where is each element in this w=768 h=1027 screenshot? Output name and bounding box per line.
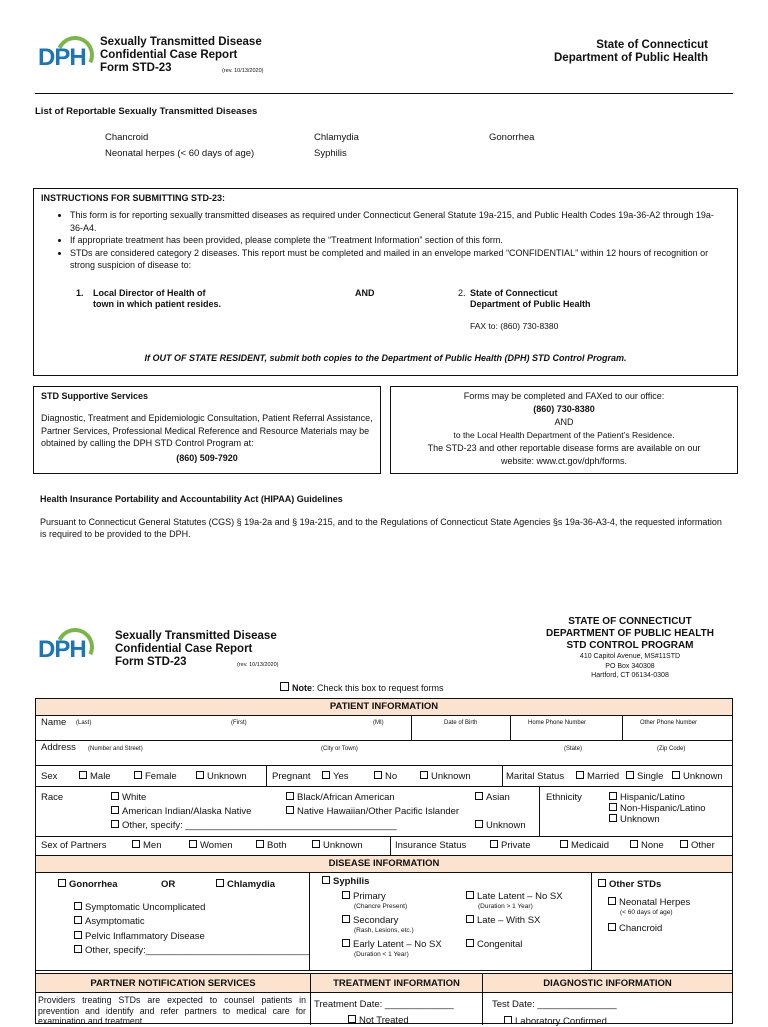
insurance-label: Insurance Status: [395, 840, 467, 851]
patient-info-heading: PATIENT INFORMATION: [36, 699, 732, 716]
option-label: Symptomatic Uncomplicated: [85, 902, 206, 913]
partner-notification-heading: PARTNER NOTIFICATION SERVICES: [36, 973, 310, 993]
race-option[interactable]: [475, 820, 526, 831]
instruction-bullet: • If appropriate treatment has been provided, please complete the “Treatment Information” section of this form.: [70, 234, 724, 247]
checkbox[interactable]: [504, 1016, 512, 1024]
test-date-field[interactable]: Test Date: _______________: [492, 999, 617, 1010]
checkbox[interactable]: [475, 792, 483, 800]
race-row: [36, 787, 732, 837]
neonatal-herpes-option[interactable]: [608, 897, 690, 908]
form-title-line: Sexually Transmitted Disease: [100, 36, 262, 48]
supportive-services-box: [33, 386, 381, 474]
item-2-line: Department of Public Health: [470, 299, 591, 309]
partners-label: Sex of Partners: [41, 840, 107, 851]
gc-option[interactable]: [74, 944, 310, 958]
early-latent-sub: (Duration < 1 Year): [354, 951, 409, 958]
divider: [539, 787, 540, 836]
instruction-bullet: • STDs are considered category 2 diseases. This report must be completed and mailed in an envelope marked “CONFIDENTIAL” within 12 hours of recognition or strong suspicion of disease to:: [70, 247, 724, 272]
item-2-line: State of Connecticut: [470, 288, 558, 298]
fax-line-1: Forms may be completed and FAXed to our office:: [463, 391, 665, 401]
revision-date-2: (rev. 10/13/2020): [237, 662, 279, 668]
other-stds-option[interactable]: [598, 879, 661, 890]
checkbox[interactable]: [608, 923, 616, 931]
street-field[interactable]: (Number and Street): [88, 746, 143, 752]
item-1-line: Local Director of Health of: [93, 288, 206, 298]
option-label: Other, specify: ________________________________________: [122, 820, 397, 831]
late-latent-sub: (Duration > 1 Year): [478, 903, 533, 910]
checkbox[interactable]: [74, 945, 82, 953]
checkbox[interactable]: [598, 879, 606, 887]
checkbox[interactable]: [134, 771, 142, 779]
option-label: None: [641, 840, 664, 851]
disease-body: [36, 873, 732, 971]
form-title-line: Confidential Case Report: [115, 643, 253, 655]
syphilis-primary[interactable]: [342, 891, 386, 902]
option-label: Other: [691, 840, 715, 851]
logo-text: DPH: [38, 636, 86, 663]
checkbox[interactable]: [672, 771, 680, 779]
address-row: [36, 741, 732, 766]
not-treated-option[interactable]: [348, 1015, 409, 1026]
option-label: Chancroid: [619, 923, 663, 934]
gc-option[interactable]: [74, 901, 310, 915]
marital-option[interactable]: [576, 771, 619, 782]
case-report-form: [35, 698, 733, 1027]
middle-initial-field[interactable]: (MI): [373, 720, 384, 726]
option-label: Native Hawaiian/Other Pacific Islander: [297, 806, 460, 817]
checkbox[interactable]: [74, 916, 82, 924]
chlamydia-option[interactable]: [216, 879, 275, 890]
reportable-col-1: [105, 130, 254, 162]
address-label: Address: [41, 742, 76, 753]
name-label: Name: [41, 717, 67, 728]
instructions-list: [34, 209, 724, 272]
fax-line-4: The STD-23 and other reportable disease forms are available on our website: www.ct.gov/dph/forms.: [427, 443, 701, 466]
checkbox[interactable]: [374, 771, 382, 779]
ethnicity-label: Ethnicity: [546, 792, 582, 803]
checkbox[interactable]: [466, 939, 474, 947]
city-field[interactable]: (City or Town): [321, 746, 358, 752]
option-label: Asian: [486, 792, 510, 803]
supportive-phone: (860) 509-7920: [176, 453, 238, 463]
option-label: Congenital: [477, 939, 523, 950]
instructions-box: [33, 188, 738, 376]
option-label: Unknown: [431, 771, 471, 782]
race-option[interactable]: [286, 806, 459, 817]
fax-and: AND: [554, 417, 574, 427]
checkbox[interactable]: [111, 820, 119, 828]
marital-option[interactable]: [672, 771, 723, 782]
other-phone-field[interactable]: Other Phone Number: [640, 720, 698, 726]
syphilis-secondary[interactable]: [342, 915, 398, 926]
neonatal-sub: (< 60 days of age): [620, 909, 673, 916]
disease-item: Chlamydia: [314, 132, 359, 143]
primary-sub: (Chancre Present): [354, 903, 408, 910]
checkbox[interactable]: [475, 820, 483, 828]
name-row: [36, 716, 732, 741]
checkbox[interactable]: [576, 771, 584, 779]
option-label: Women: [200, 840, 233, 851]
agency-line: State of Connecticut: [596, 39, 708, 51]
option-label: Private: [501, 840, 531, 851]
option-label: Pelvic Inflammatory Disease: [85, 930, 205, 942]
option-label: Black/African American: [297, 792, 395, 803]
gc-ct-options: [74, 901, 310, 958]
request-forms-row: [280, 682, 444, 693]
gonorrhea-option[interactable]: [58, 879, 118, 890]
option-label: American Indian/Alaska Native: [122, 806, 252, 817]
option-label: Female: [145, 771, 177, 782]
syphilis-late-sx[interactable]: [466, 915, 540, 926]
checkbox[interactable]: [111, 806, 119, 814]
divider: [510, 716, 511, 740]
partners-option[interactable]: [256, 840, 287, 851]
option-label: Yes: [333, 771, 349, 782]
instruction-bullet: • This form is for reporting sexually transmitted diseases as required under Connecticut General Statute 19a-215, and Public Health Codes 19a-36-A2 through 19a-36-A4.: [70, 209, 724, 234]
checkbox[interactable]: [420, 771, 428, 779]
and-label: AND: [355, 288, 375, 298]
fax-number: FAX to: (860) 730-8380: [470, 321, 559, 331]
treatment-date-field[interactable]: Treatment Date: _____________: [314, 999, 454, 1010]
last-name-field[interactable]: (Last): [76, 720, 92, 726]
insurance-option[interactable]: [490, 840, 531, 851]
treatment-info-heading: TREATMENT INFORMATION: [310, 973, 482, 993]
ethnicity-option[interactable]: [609, 803, 706, 814]
option-label: Laboratory Confirmed: [515, 1016, 607, 1027]
divider: [310, 993, 311, 1025]
hipaa-heading: Health Insurance Portability and Accountability Act (HIPAA) Guidelines: [40, 494, 343, 504]
checkbox[interactable]: [58, 879, 66, 887]
sex-label: Sex: [41, 771, 58, 782]
agency-bold-line: STD CONTROL PROGRAM: [566, 640, 694, 651]
divider: [390, 837, 391, 855]
race-option[interactable]: [475, 792, 510, 803]
syphilis-option[interactable]: [322, 876, 369, 887]
item-1-line: town in which patient resides.: [93, 298, 222, 309]
partners-option[interactable]: [189, 840, 233, 851]
reportable-col-3: [489, 130, 534, 146]
race-option[interactable]: [111, 792, 146, 803]
out-of-state-note: If OUT OF STATE RESIDENT, submit both copies to the Department of Public Health (DPH) STD Control Program.: [144, 353, 627, 363]
option-label: White: [122, 792, 147, 803]
dph-logo: [38, 36, 94, 80]
secondary-sub: (Rash, Lesions, etc.): [354, 927, 414, 934]
checkbox[interactable]: [630, 840, 638, 848]
checkbox[interactable]: [626, 771, 634, 779]
home-phone-field[interactable]: Home Phone Number: [528, 720, 587, 726]
race-option[interactable]: [111, 806, 251, 817]
supportive-body: Diagnostic, Treatment and Epidemiologic Consultation, Patient Referral Assistance, Partner Services, Professional Medical Reference and Resource Materials may be obtained by calling the DPH STD Control Program at:: [41, 413, 373, 448]
option-label: Unknown: [207, 771, 247, 782]
checkbox[interactable]: [74, 931, 82, 939]
option-label: Medicaid: [571, 840, 610, 851]
disease-item: Syphilis: [314, 148, 347, 159]
item-1-number: 1.: [76, 288, 84, 298]
checkbox[interactable]: [111, 792, 119, 800]
option-label: Not Treated: [359, 1015, 409, 1026]
checkbox[interactable]: [466, 891, 474, 899]
disease-item: Gonorrhea: [489, 132, 535, 143]
divider: [482, 993, 483, 1025]
checkbox[interactable]: [322, 876, 330, 884]
option-label: Syphilis: [333, 876, 370, 887]
chancroid-option[interactable]: [608, 923, 662, 934]
option-label: Unknown: [683, 771, 723, 782]
agency-block: [520, 616, 740, 681]
partner-notification-text: Providers treating STDs are expected to counsel patients in prevention and identify and refer partners to medical care for examination and treatment.: [38, 995, 306, 1026]
note-label: Note: [292, 683, 312, 693]
checkbox[interactable]: [196, 771, 204, 779]
option-label: Gonorrhea: [69, 879, 118, 890]
option-label: Other, specify:_______________________________: [85, 944, 310, 956]
agency-address-line: Hartford, CT 06134-0308: [591, 672, 669, 679]
option-label: Unknown: [323, 840, 363, 851]
option-label: Men: [143, 840, 162, 851]
syphilis-late-latent[interactable]: [466, 891, 563, 902]
reportable-heading: List of Reportable Sexually Transmitted Diseases: [35, 106, 258, 117]
item-2-state-dph: [470, 288, 591, 310]
option-label: Neonatal Herpes: [619, 897, 691, 908]
option-label: Asymptomatic: [85, 916, 145, 928]
form-title-line: Sexually Transmitted Disease: [115, 630, 277, 642]
checkbox[interactable]: [348, 1015, 356, 1023]
option-label: Unknown: [486, 820, 526, 831]
dph-logo-2: [38, 628, 94, 672]
option-label: Early Latent – No SX: [353, 939, 442, 950]
checkbox[interactable]: [609, 814, 617, 822]
disease-item: Neonatal herpes (< 60 days of age): [105, 148, 255, 159]
checkbox[interactable]: [189, 840, 197, 848]
partners-option[interactable]: [132, 840, 161, 851]
option-label: Male: [90, 771, 111, 782]
state-field[interactable]: (State): [564, 746, 583, 752]
ethnicity-option[interactable]: [609, 814, 706, 825]
divider: [309, 873, 310, 970]
race-label: Race: [41, 792, 64, 803]
form-title-line: Confidential Case Report: [100, 49, 238, 61]
fax-line-3: to the Local Health Department of the Patient’s Residence.: [453, 430, 675, 440]
race-option[interactable]: [286, 792, 395, 803]
option-label: Unknown: [620, 814, 660, 825]
sex-row: [36, 766, 732, 787]
checkbox[interactable]: [286, 792, 294, 800]
option-label: Non-Hispanic/Latino: [620, 803, 706, 814]
pregnant-option[interactable]: [374, 771, 397, 782]
option-label: Married: [587, 771, 620, 782]
logo-text: DPH: [38, 44, 86, 71]
supportive-heading: STD Supportive Services: [41, 391, 149, 401]
option-label: Single: [637, 771, 664, 782]
reportable-col-2: [314, 130, 359, 162]
marital-option[interactable]: [626, 771, 663, 782]
agency-bold-line: DEPARTMENT OF PUBLIC HEALTH: [546, 628, 714, 639]
disease-item: Chancroid: [105, 132, 149, 143]
option-label: Late Latent – No SX: [477, 891, 563, 902]
item-2-number: 2.: [458, 288, 466, 298]
sex-option[interactable]: [79, 771, 111, 782]
agency-line: Department of Public Health: [554, 52, 708, 64]
disease-info-heading: DISEASE INFORMATION: [36, 855, 732, 873]
agency-address-line: 410 Capitol Avenue, MS#11STD: [579, 653, 681, 660]
zip-field[interactable]: (Zip Code): [657, 746, 686, 752]
checkbox[interactable]: [342, 915, 350, 923]
race-other-option[interactable]: [111, 820, 397, 831]
option-label: Chlamydia: [227, 879, 276, 890]
option-label: No: [385, 771, 398, 782]
divider: [411, 716, 412, 740]
checkbox[interactable]: [609, 803, 617, 811]
pregnant-option[interactable]: [420, 771, 471, 782]
fax-phone: (860) 730-8380: [533, 404, 595, 414]
sex-option[interactable]: [134, 771, 177, 782]
diagnostic-info-heading: DIAGNOSTIC INFORMATION: [482, 973, 732, 993]
checkbox[interactable]: [256, 840, 264, 848]
item-1-local-director: [93, 288, 221, 309]
gc-option[interactable]: [74, 915, 310, 929]
agency-address-line: PO Box 340308: [605, 662, 655, 670]
revision-date: (rev. 10/13/2020): [222, 68, 264, 74]
checkbox[interactable]: [74, 902, 82, 910]
checkbox[interactable]: [680, 840, 688, 848]
checkbox[interactable]: [608, 897, 616, 905]
pregnant-option[interactable]: [322, 771, 349, 782]
checkbox[interactable]: [560, 840, 568, 848]
sex-option[interactable]: [196, 771, 247, 782]
option-label: Other STDs: [609, 879, 662, 890]
checkbox[interactable]: [79, 771, 87, 779]
agency-bold-line: STATE OF CONNECTICUT: [568, 616, 692, 627]
checkbox[interactable]: [312, 840, 320, 848]
ethnicity-option[interactable]: [609, 792, 706, 803]
checkbox[interactable]: [132, 840, 140, 848]
fax-box: [390, 386, 738, 474]
request-forms-checkbox[interactable]: [280, 682, 289, 691]
checkbox[interactable]: [342, 891, 350, 899]
gc-option[interactable]: [74, 930, 310, 944]
checkbox[interactable]: [216, 879, 224, 887]
option-label: Late – With SX: [477, 915, 541, 926]
divider: [591, 873, 592, 970]
checkbox[interactable]: [342, 939, 350, 947]
lab-confirmed-option[interactable]: [504, 1016, 607, 1027]
or-label: OR: [161, 879, 176, 890]
instructions-heading: INSTRUCTIONS FOR SUBMITTING STD-23:: [41, 193, 225, 203]
divider: [502, 766, 503, 786]
syphilis-congenital[interactable]: [466, 939, 522, 950]
partners-row: [36, 837, 732, 855]
option-label: Secondary: [353, 915, 399, 926]
checkbox[interactable]: [466, 915, 474, 923]
checkbox[interactable]: [286, 806, 294, 814]
form-title-line: Form STD-23: [115, 656, 187, 668]
checkbox[interactable]: [322, 771, 330, 779]
agency-name: [554, 39, 708, 65]
syphilis-early-latent[interactable]: [342, 939, 442, 950]
divider: [266, 766, 267, 786]
partners-option[interactable]: [312, 840, 363, 851]
checkbox[interactable]: [490, 840, 498, 848]
divider: [622, 716, 623, 740]
ethnicity-options: [609, 792, 706, 825]
hipaa-body: Pursuant to Connecticut General Statutes (CGS) § 19a-2a and § 19a-215, and to the Regulations of Connecticut State Agencies §s 19a-36-A3-4, the requested information is required to be provided to the DPH.: [40, 517, 722, 539]
insurance-option[interactable]: [680, 840, 715, 851]
option-label: Primary: [353, 891, 386, 902]
header-divider: [35, 93, 733, 94]
checkbox[interactable]: [609, 792, 617, 800]
form-title-line: Form STD-23: [100, 62, 172, 74]
dob-field[interactable]: Date of Birth: [444, 720, 478, 726]
insurance-option[interactable]: [560, 840, 609, 851]
note-text: : Check this box to request forms: [312, 683, 444, 693]
first-name-field[interactable]: (First): [231, 720, 247, 726]
marital-label: Marital Status: [506, 771, 565, 782]
option-label: Both: [267, 840, 287, 851]
pregnant-label: Pregnant: [272, 771, 311, 782]
insurance-option[interactable]: [630, 840, 664, 851]
option-label: Hispanic/Latino: [620, 792, 685, 803]
